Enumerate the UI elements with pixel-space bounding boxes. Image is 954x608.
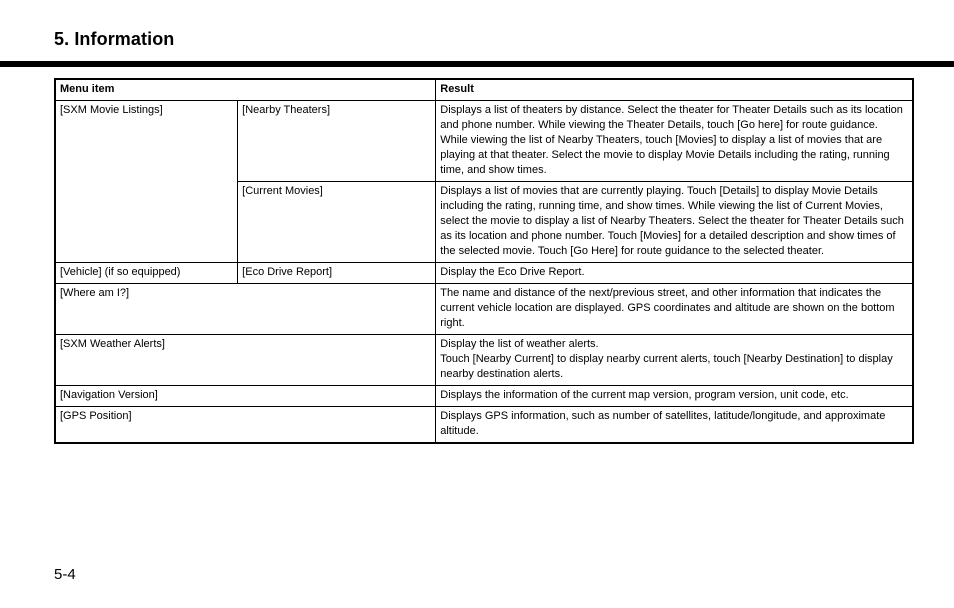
page-number: 5-4 [54, 566, 76, 583]
table-row [55, 335, 913, 386]
result-sxm-weather-alerts [436, 335, 913, 386]
result-gps-position: Displays GPS information, such as number of satellites, latitude/longitude, and approximate altitude. [436, 407, 913, 444]
title-divider [0, 61, 954, 67]
menu-item-vehicle: [Vehicle] (if so equipped) [55, 263, 238, 284]
header-menu-item: Menu item [55, 79, 436, 101]
menu-item-sxm-weather-alerts: [SXM Weather Alerts] [55, 335, 436, 386]
result-weather-line-1: Display the list of weather alerts. [440, 338, 599, 350]
table-row [55, 407, 913, 444]
header-result: Result [436, 79, 913, 101]
result-eco-drive-report: Display the Eco Drive Report. [436, 263, 913, 284]
table-row [55, 101, 913, 182]
menu-info-table [54, 78, 914, 444]
result-where-am-i: The name and distance of the next/previous street, and other information that indicates the current vehicle location are displayed. GPS coordinates and altitude are shown on the bottom right. [436, 284, 913, 335]
menu-item-gps-position: [GPS Position] [55, 407, 436, 444]
result-current-movies: Displays a list of movies that are currently playing. Touch [Details] to display Movie Details including the rating, running time, and show times. While viewing the list of Current Movies, select the movie to display a list of Nearby Theaters. Select the theater for Theater Details such as its location and phone number. Touch [Movies] for a detailed description and show times of the selected movie. Touch [Go Here] for route guidance to the selected theater. [436, 182, 913, 263]
submenu-item-current-movies: [Current Movies] [238, 182, 436, 263]
section-title: 5. Information [54, 29, 175, 49]
table-row [55, 263, 913, 284]
table-row [55, 386, 913, 407]
table-row [55, 284, 913, 335]
submenu-item-nearby-theaters: [Nearby Theaters] [238, 101, 436, 182]
submenu-item-eco-drive-report: [Eco Drive Report] [238, 263, 436, 284]
menu-item-sxm-movie-listings: [SXM Movie Listings] [55, 101, 238, 263]
result-navigation-version: Displays the information of the current map version, program version, unit code, etc. [436, 386, 913, 407]
table-header-row [55, 79, 913, 101]
result-nearby-theaters: Displays a list of theaters by distance. Select the theater for Theater Details such as its location and phone number. While viewing the Theater Details, touch [Go here] for route guidance. While viewing the list of Nearby Theaters, touch [Movies] to display a list of movies that are playing at that theater. Select the movie to display Movie Details including the rating, running time, and show times. [436, 101, 913, 182]
menu-item-navigation-version: [Navigation Version] [55, 386, 436, 407]
result-weather-line-2: Touch [Nearby Current] to display nearby current alerts, touch [Nearby Destination] to display nearby destination alerts. [440, 353, 893, 380]
menu-item-where-am-i: [Where am I?] [55, 284, 436, 335]
